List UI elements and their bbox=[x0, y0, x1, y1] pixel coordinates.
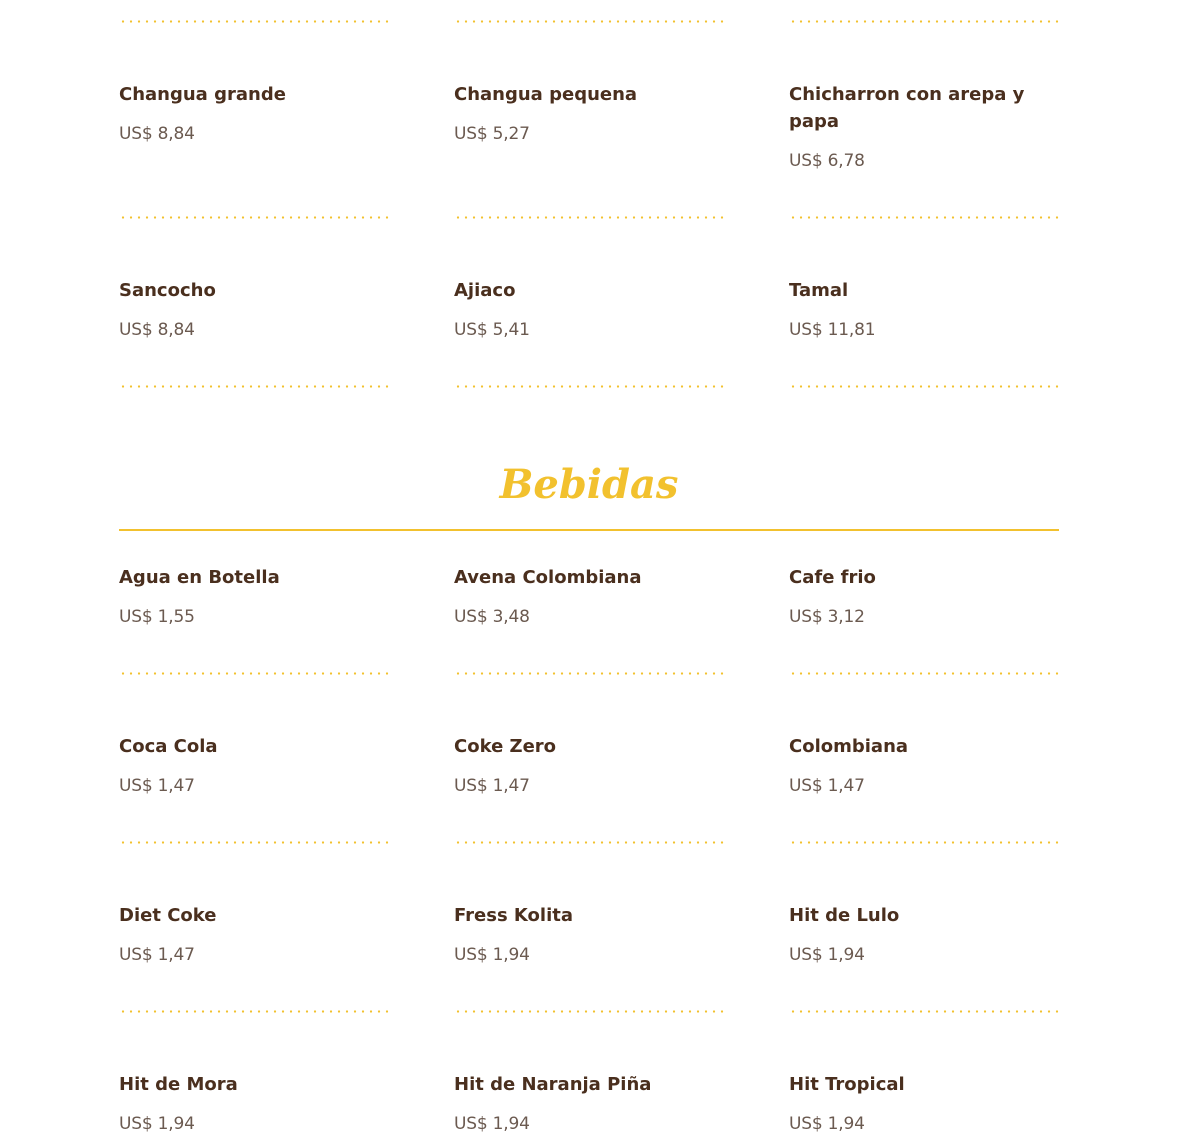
menu-item-price: US$ 8,84 bbox=[119, 124, 195, 144]
divider-dots bbox=[789, 841, 1059, 844]
menu-item-price: US$ 5,41 bbox=[454, 320, 530, 340]
divider-dots bbox=[119, 841, 389, 844]
menu-item-name: Coke Zero bbox=[454, 736, 557, 757]
divider-dots bbox=[119, 20, 389, 23]
divider-dots bbox=[789, 1010, 1059, 1013]
menu-item-name: Colombiana bbox=[789, 736, 909, 757]
menu-item-price: US$ 1,47 bbox=[119, 776, 195, 796]
menu-item-price: US$ 1,55 bbox=[119, 607, 195, 627]
menu-item-price: US$ 1,94 bbox=[789, 1114, 865, 1134]
divider-dots bbox=[454, 841, 724, 844]
divider-dots bbox=[119, 385, 389, 388]
divider-dots bbox=[454, 672, 724, 675]
divider-dots bbox=[789, 385, 1059, 388]
menu-item-name: Hit de Naranja Piña bbox=[454, 1074, 652, 1095]
menu-item-name: Diet Coke bbox=[119, 905, 217, 926]
menu-item-name: Hit de Mora bbox=[119, 1074, 238, 1095]
menu-item-name: Chicharron con arepa y papa bbox=[789, 84, 1025, 132]
menu-item-name: Cafe frio bbox=[789, 567, 876, 588]
menu-item-price: US$ 1,47 bbox=[454, 776, 530, 796]
menu-item-name: Changua grande bbox=[119, 84, 286, 105]
menu-item-price: US$ 1,47 bbox=[119, 945, 195, 965]
divider-dots bbox=[119, 672, 389, 675]
divider-dots bbox=[789, 216, 1059, 219]
menu-item-price: US$ 6,78 bbox=[789, 151, 865, 171]
menu-item-price: US$ 1,94 bbox=[789, 945, 865, 965]
menu-item-price: US$ 3,48 bbox=[454, 607, 530, 627]
divider-dots bbox=[454, 216, 724, 219]
divider-dots bbox=[454, 1010, 724, 1013]
menu-item-price: US$ 1,47 bbox=[789, 776, 865, 796]
menu-item-name: Sancocho bbox=[119, 280, 216, 301]
menu-item-price: US$ 8,84 bbox=[119, 320, 195, 340]
menu-item-name: Coca Cola bbox=[119, 736, 218, 757]
divider-dots bbox=[119, 1010, 389, 1013]
menu-item-name: Tamal bbox=[789, 280, 849, 301]
divider-dots bbox=[454, 385, 724, 388]
menu-item-name: Hit Tropical bbox=[789, 1074, 905, 1095]
divider-dots bbox=[454, 20, 724, 23]
menu-item-name: Hit de Lulo bbox=[789, 905, 900, 926]
menu-item-price: US$ 11,81 bbox=[789, 320, 876, 340]
menu-item-price: US$ 3,12 bbox=[789, 607, 865, 627]
menu-item-price: US$ 1,94 bbox=[454, 945, 530, 965]
menu-item-name: Avena Colombiana bbox=[454, 567, 642, 588]
section-title-bebidas: Bebidas bbox=[499, 461, 679, 508]
divider-dots bbox=[789, 672, 1059, 675]
menu-item-price: US$ 1,94 bbox=[119, 1114, 195, 1134]
menu-item-name: Fress Kolita bbox=[454, 905, 574, 926]
menu-item-name: Agua en Botella bbox=[119, 567, 280, 588]
menu-item-name: Changua pequena bbox=[454, 84, 638, 105]
menu-item-name: Ajiaco bbox=[454, 280, 516, 301]
section-divider bbox=[119, 529, 1059, 531]
menu-item-price: US$ 5,27 bbox=[454, 124, 530, 144]
divider-dots bbox=[119, 216, 389, 219]
divider-dots bbox=[789, 20, 1059, 23]
menu-item-price: US$ 1,94 bbox=[454, 1114, 530, 1134]
